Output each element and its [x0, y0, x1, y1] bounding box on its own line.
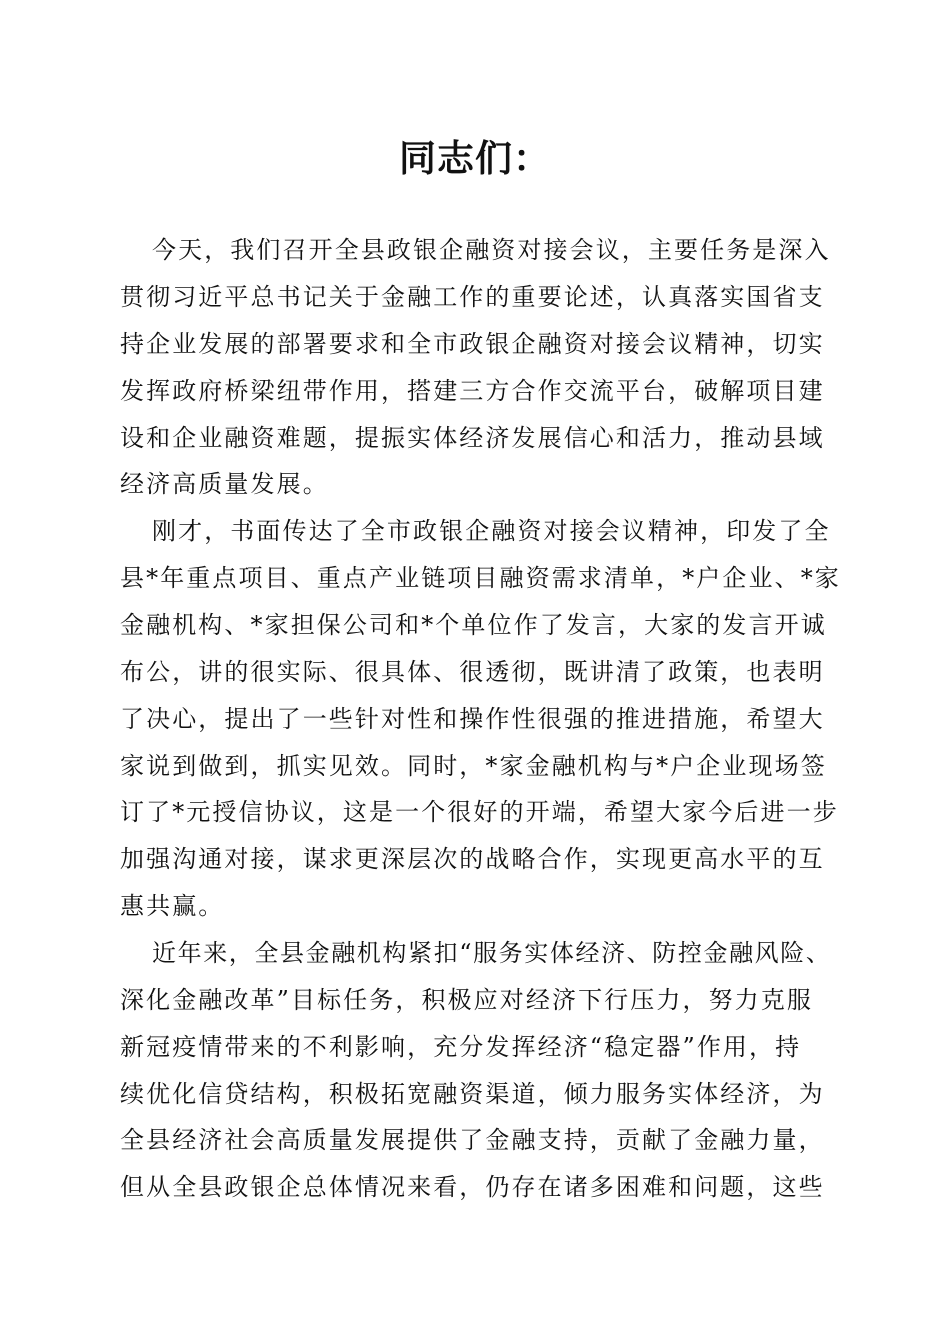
paragraph-3-line-3: 新冠疫情带来的不利影响，充分发挥经济“稳定器”作用，持	[120, 1033, 802, 1061]
paragraph-1-line-4: 发挥政府桥梁纽带作用，搭建三方合作交流平台，破解项目建	[120, 377, 825, 405]
paragraph-1-line-6: 经济高质量发展。	[120, 470, 329, 498]
paragraph-3-line-4: 续优化信贷结构，积极拓宽融资渠道，倾力服务实体经济，为	[120, 1080, 825, 1108]
paragraph-3-line-2: 深化金融改革”目标任务，积极应对经济下行压力，努力克服	[120, 986, 813, 1014]
paragraph-2-line-7: 订了*元授信协议，这是一个很好的开端，希望大家今后进一步	[120, 798, 839, 826]
paragraph-1-line-1: 今天，我们召开全县政银企融资对接会议，主要任务是深入	[152, 236, 831, 264]
page-title: 同志们：	[399, 136, 551, 180]
paragraph-1-line-5: 设和企业融资难题，提振实体经济发展信心和活力，推动县域	[120, 424, 825, 452]
paragraph-3-line-1: 近年来，全县金融机构紧扣“服务实体经济、防控金融风险、	[152, 939, 832, 967]
paragraph-3-line-5: 全县经济社会高质量发展提供了金融支持，贡献了金融力量，	[120, 1126, 825, 1154]
paragraph-2-line-2: 县*年重点项目、重点产业链项目融资需求清单，*户企业、*家	[120, 564, 841, 592]
paragraph-2-line-5: 了决心，提出了一些针对性和操作性很强的推进措施，希望大	[120, 705, 825, 733]
paragraph-2-line-1: 刚才，书面传达了全市政银企融资对接会议精神，印发了全	[152, 517, 831, 545]
paragraph-2-line-4: 布公，讲的很实际、很具体、很透彻，既讲清了政策，也表明	[120, 658, 825, 686]
paragraph-2-line-8: 加强沟通对接，谋求更深层次的战略合作，实现更高水平的互	[120, 845, 825, 873]
paragraph-2-line-9: 惠共赢。	[120, 892, 225, 920]
paragraph-2-line-3: 金融机构、*家担保公司和*个单位作了发言，大家的发言开诚	[120, 611, 827, 639]
paragraph-2-line-6: 家说到做到，抓实见效。同时，*家金融机构与*户企业现场签	[120, 752, 827, 780]
paragraph-3-line-6: 但从全县政银企总体情况来看，仍存在诸多困难和问题，这些	[120, 1173, 825, 1201]
paragraph-1-line-3: 持企业发展的部署要求和全市政银企融资对接会议精神，切实	[120, 330, 825, 358]
paragraph-1-line-2: 贯彻习近平总书记关于金融工作的重要论述，认真落实国省支	[120, 283, 825, 311]
